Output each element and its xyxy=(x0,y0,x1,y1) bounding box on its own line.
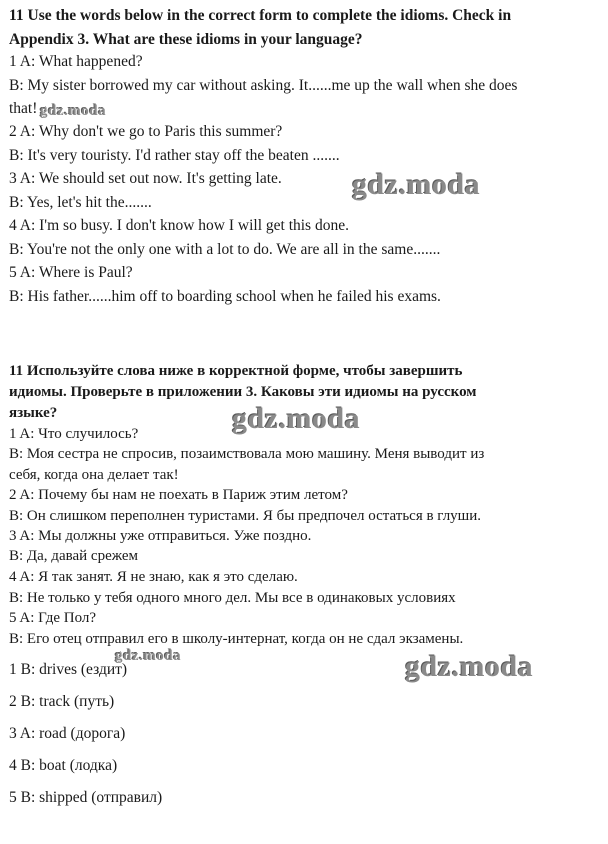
watermark: gdz.moda xyxy=(405,650,534,683)
dialogue-line: that! xyxy=(9,100,38,117)
exercise-heading-ru-2: идиомы. Проверьте в приложении 3. Каковы эти идиомы на русском xyxy=(9,384,477,400)
answer-line: 4 B: boat (лодка) xyxy=(9,757,118,774)
dialogue-line: B: My sister borrowed my car without asking. It......me up the wall when she does xyxy=(9,77,518,94)
exercise-heading-en-2: Appendix 3. What are these idioms in your language? xyxy=(9,31,363,48)
translation-line: B: Моя сестра не спросив, позаимствовала мою машину. Меня выводит из xyxy=(9,446,485,462)
dialogue-line: B: His father......him off to boarding school when he failed his exams. xyxy=(9,288,441,305)
dialogue-line: 3 A: We should set out now. It's getting late. xyxy=(9,170,282,187)
exercise-heading-ru-3: языке? xyxy=(9,405,58,421)
translation-line: 2 A: Почему бы нам не поехать в Париж этим летом? xyxy=(9,487,348,503)
translation-line: B: Не только у тебя одного много дел. Мы все в одинаковых условиях xyxy=(9,590,456,606)
watermark: gdz.moda xyxy=(40,103,107,119)
dialogue-line: B: Yes, let's hit the....... xyxy=(9,194,152,211)
translation-line: 1 A: Что случилось? xyxy=(9,426,139,442)
translation-line: B: Он слишком переполнен туристами. Я бы предпочел остаться в глуши. xyxy=(9,508,482,524)
exercise-heading-ru-1: 11 Используйте слова ниже в корректной форме, чтобы завершить xyxy=(9,363,463,379)
translation-line: 3 A: Мы должны уже отправиться. Уже поздно. xyxy=(9,528,312,544)
translation-line: B: Да, давай срежем xyxy=(9,548,139,564)
dialogue-line: 1 A: What happened? xyxy=(9,53,143,70)
dialogue-line: 4 A: I'm so busy. I don't know how I will get this done. xyxy=(9,217,349,234)
dialogue-line: B: It's very touristy. I'd rather stay off the beaten ....... xyxy=(9,147,340,164)
dialogue-line: B: You're not the only one with a lot to do. We are all in the same....... xyxy=(9,241,441,258)
answer-line: 3 A: road (дорога) xyxy=(9,725,126,742)
exercise-heading-en-1: 11 Use the words below in the correct form to complete the idioms. Check in xyxy=(9,7,512,24)
translation-line: B: Его отец отправил его в школу-интернат, когда он не сдал экзамены. xyxy=(9,631,464,647)
answer-line: 1 B: drives (ездит) xyxy=(9,661,128,678)
answer-line: 5 B: shipped (отправил) xyxy=(9,789,163,806)
dialogue-line: 5 A: Where is Paul? xyxy=(9,264,133,281)
watermark: gdz.moda xyxy=(115,648,182,664)
watermark: gdz.moda xyxy=(232,402,361,435)
dialogue-line: 2 A: Why don't we go to Paris this summer? xyxy=(9,123,283,140)
translation-line: 4 A: Я так занят. Я не знаю, как я это сделаю. xyxy=(9,569,298,585)
translation-line: 5 A: Где Пол? xyxy=(9,610,97,626)
translation-line: себя, когда она делает так! xyxy=(9,467,179,483)
watermark: gdz.moda xyxy=(352,168,481,201)
answer-line: 2 B: track (путь) xyxy=(9,693,115,710)
